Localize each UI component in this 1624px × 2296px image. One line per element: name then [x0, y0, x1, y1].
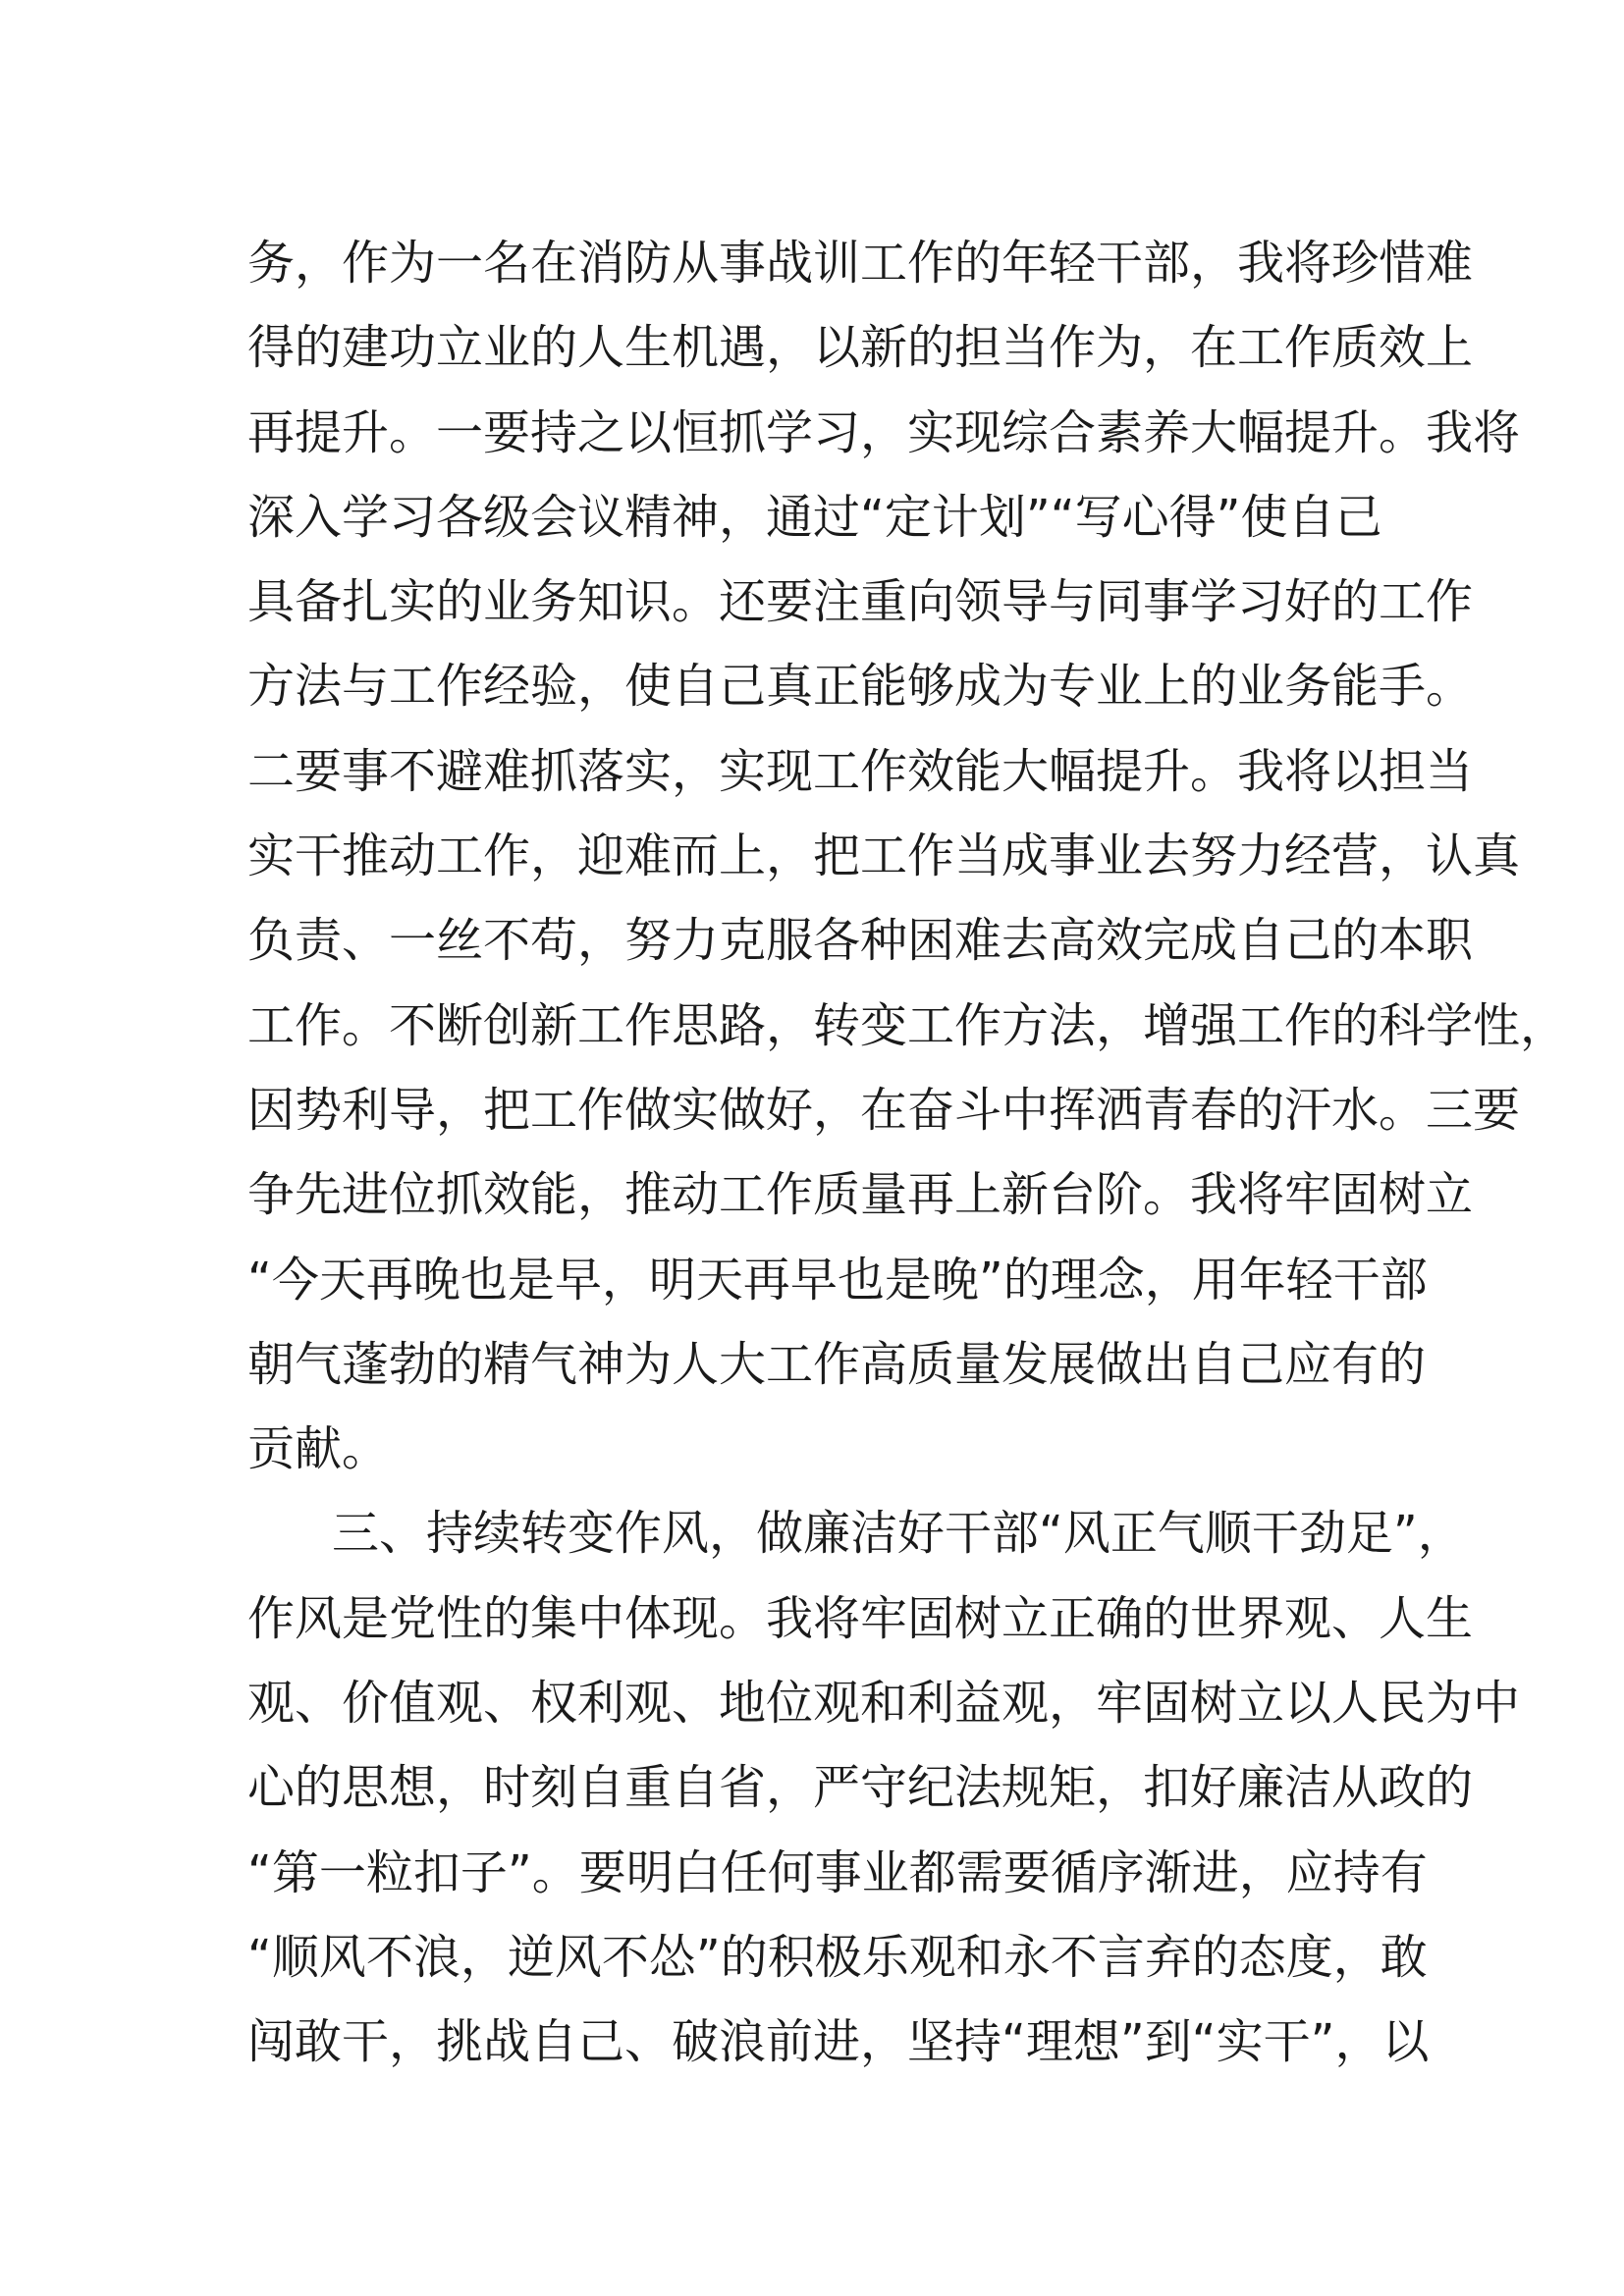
text-line: 心的思想，时刻自重自省，严守纪法规矩，扣好廉洁从政的 — [247, 1760, 1474, 1816]
text-line: 务，作为一名在消防从事战训工作的年轻干部，我将珍惜难 — [247, 236, 1474, 291]
text-line: 二要事不避难抓落实，实现工作效能大幅提升。我将以担当 — [247, 743, 1474, 799]
text-line: 争先进位抓效能，推动工作质量再上新台阶。我将牢固树立 — [247, 1167, 1474, 1223]
text-line: 实干推动工作，迎难而上，把工作当成事业去努力经营，认真 — [247, 828, 1521, 884]
text-line: 再提升。一要持之以恒抓学习，实现综合素养大幅提升。我将 — [247, 404, 1521, 460]
section-heading-line: 三、持续转变作风，做廉洁好干部“风正气顺干劲足”， — [332, 1506, 1465, 1562]
document-body — [247, 221, 1568, 2085]
text-line: 因势利导，把工作做实做好，在奋斗中挥洒青春的汗水。三要 — [247, 1082, 1521, 1138]
text-line: 得的建功立业的人生机遇，以新的担当作为，在工作质效上 — [247, 320, 1474, 376]
text-line: 工作。不断创新工作思路，转变工作方法，增强工作的科学性， — [247, 997, 1568, 1053]
text-line: 观、价值观、权利观、地位观和利益观，牢固树立以人民为中 — [247, 1676, 1521, 1732]
text-line: 贡献。 — [247, 1421, 390, 1477]
text-line: 负责、一丝不苟，努力克服各种困难去高效完成自己的本职 — [247, 913, 1474, 969]
text-line: 深入学习各级会议精神，通过“定计划”“写心得”使自己 — [247, 489, 1382, 545]
text-line: “今天再晚也是早，明天再早也是晚”的理念，用年轻干部 — [247, 1252, 1428, 1308]
text-line: 具备扎实的业务知识。还要注重向领导与同事学习好的工作 — [247, 574, 1474, 630]
text-line: 方法与工作经验，使自己真正能够成为专业上的业务能手。 — [247, 659, 1474, 715]
text-line: 作风是党性的集中体现。我将牢固树立正确的世界观、人生 — [247, 1590, 1474, 1646]
text-line: 朝气蓬勃的精气神为人大工作高质量发展做出自己应有的 — [247, 1336, 1427, 1392]
text-line: 闯敢干，挑战自己、破浪前进，坚持“理想”到“实干”，以 — [247, 2014, 1430, 2070]
text-line: “顺风不浪，逆风不怂”的积极乐观和永不言弃的态度，敢 — [247, 1929, 1428, 1985]
text-line: “第一粒扣子”。要明白任何事业都需要循序渐进，应持有 — [247, 1844, 1428, 1900]
